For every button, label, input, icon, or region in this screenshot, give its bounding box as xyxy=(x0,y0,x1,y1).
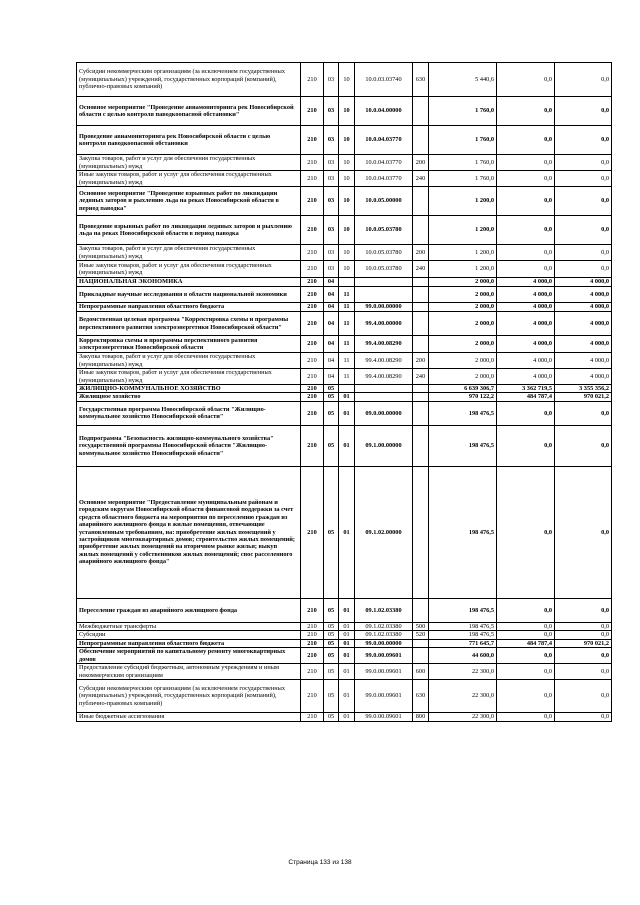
row-amount-year-2: 0,0 xyxy=(497,261,555,278)
row-name: Закупка товаров, работ и услуг для обеспечения государственных (муниципальных) нужд xyxy=(77,353,301,369)
row-amount-year-2: 4 000,0 xyxy=(497,369,555,385)
row-amount-year-3: 4 000,0 xyxy=(555,336,612,353)
row-subsection: 01 xyxy=(339,598,355,622)
row-subsection: 01 xyxy=(339,664,355,680)
row-grbs: 210 xyxy=(301,303,324,312)
row-expense-type: 800 xyxy=(413,713,429,722)
table-row xyxy=(77,648,612,664)
row-section: 05 xyxy=(324,648,339,664)
row-amount-year-1: 198 476,5 xyxy=(429,622,497,630)
row-amount-year-2: 0,0 xyxy=(497,187,555,216)
row-expense-type xyxy=(413,336,429,353)
row-amount-year-3: 4 000,0 xyxy=(555,303,612,312)
row-target-article: 09.0.00.00000 xyxy=(355,401,413,425)
row-amount-year-2: 0,0 xyxy=(497,245,555,261)
row-section: 05 xyxy=(324,401,339,425)
row-expense-type xyxy=(413,287,429,303)
row-subsection: 01 xyxy=(339,680,355,713)
row-amount-year-1: 6 639 306,7 xyxy=(429,385,497,393)
row-target-article xyxy=(355,278,413,287)
row-section: 03 xyxy=(324,97,339,126)
row-amount-year-1: 22 300,0 xyxy=(429,680,497,713)
row-amount-year-1: 2 000,0 xyxy=(429,369,497,385)
table-row xyxy=(77,63,612,97)
table-row xyxy=(77,171,612,187)
row-amount-year-2: 0,0 xyxy=(497,680,555,713)
row-name: НАЦИОНАЛЬНАЯ ЭКОНОМИКА xyxy=(77,278,301,287)
table-row xyxy=(77,369,612,385)
row-amount-year-1: 198 476,5 xyxy=(429,466,497,598)
row-amount-year-2: 0,0 xyxy=(497,97,555,126)
row-target-article: 10.0.05.00000 xyxy=(355,187,413,216)
row-amount-year-3: 4 000,0 xyxy=(555,287,612,303)
row-section: 03 xyxy=(324,155,339,171)
row-amount-year-3: 4 000,0 xyxy=(555,312,612,336)
row-expense-type xyxy=(413,393,429,401)
row-section: 03 xyxy=(324,216,339,245)
row-section: 03 xyxy=(324,245,339,261)
row-section: 05 xyxy=(324,631,339,639)
row-name: Основное мероприятие "Проведение авиамониторинга рек Новосибирской области с целью контроля паводкоопасной обстановки" xyxy=(77,97,301,126)
row-amount-year-2: 3 362 719,5 xyxy=(497,385,555,393)
row-expense-type xyxy=(413,598,429,622)
row-amount-year-1: 198 476,5 xyxy=(429,598,497,622)
row-target-article: 10.0.03.03740 xyxy=(355,63,413,97)
row-amount-year-2: 0,0 xyxy=(497,401,555,425)
row-subsection: 11 xyxy=(339,287,355,303)
row-amount-year-1: 1 760,0 xyxy=(429,171,497,187)
row-section: 04 xyxy=(324,336,339,353)
row-grbs: 210 xyxy=(301,393,324,401)
row-grbs: 210 xyxy=(301,385,324,393)
table-row xyxy=(77,353,612,369)
row-expense-type xyxy=(413,425,429,466)
row-amount-year-3: 0,0 xyxy=(555,622,612,630)
page-footer: Страница 133 из 138 xyxy=(288,859,352,866)
row-amount-year-2: 4 000,0 xyxy=(497,287,555,303)
row-name: ЖИЛИЩНО-КОММУНАЛЬНОЕ ХОЗЯЙСТВО xyxy=(77,385,301,393)
row-expense-type: 630 xyxy=(413,680,429,713)
table-row xyxy=(77,303,612,312)
table-row xyxy=(77,155,612,171)
row-section: 04 xyxy=(324,287,339,303)
row-name: Обеспечение мероприятий по капитальному ремонту многоквартирных домов xyxy=(77,648,301,664)
row-grbs: 210 xyxy=(301,278,324,287)
row-section: 04 xyxy=(324,353,339,369)
row-name: Субсидии xyxy=(77,631,301,639)
row-name: Закупка товаров, работ и услуг для обеспечения государственных (муниципальных) нужд xyxy=(77,245,301,261)
row-expense-type: 240 xyxy=(413,369,429,385)
row-grbs: 210 xyxy=(301,187,324,216)
row-amount-year-1: 5 440,6 xyxy=(429,63,497,97)
row-grbs: 210 xyxy=(301,664,324,680)
row-amount-year-1: 198 476,5 xyxy=(429,401,497,425)
row-expense-type xyxy=(413,385,429,393)
row-section: 05 xyxy=(324,664,339,680)
row-amount-year-3: 0,0 xyxy=(555,97,612,126)
table-row xyxy=(77,97,612,126)
row-grbs: 210 xyxy=(301,631,324,639)
row-amount-year-1: 2 000,0 xyxy=(429,287,497,303)
row-grbs: 210 xyxy=(301,598,324,622)
row-grbs: 210 xyxy=(301,216,324,245)
row-grbs: 210 xyxy=(301,126,324,155)
row-subsection: 01 xyxy=(339,401,355,425)
row-section: 03 xyxy=(324,261,339,278)
row-amount-year-1: 1 760,0 xyxy=(429,155,497,171)
row-amount-year-3: 970 021,2 xyxy=(555,639,612,647)
row-amount-year-2: 4 000,0 xyxy=(497,353,555,369)
row-grbs: 210 xyxy=(301,369,324,385)
row-target-article: 10.0.05.03780 xyxy=(355,261,413,278)
row-subsection: 11 xyxy=(339,312,355,336)
table-row xyxy=(77,680,612,713)
row-grbs: 210 xyxy=(301,401,324,425)
row-amount-year-2: 0,0 xyxy=(497,664,555,680)
row-amount-year-1: 198 476,5 xyxy=(429,425,497,466)
table-row xyxy=(77,466,612,598)
row-grbs: 210 xyxy=(301,713,324,722)
row-grbs: 210 xyxy=(301,245,324,261)
row-amount-year-3: 970 021,2 xyxy=(555,393,612,401)
row-amount-year-3: 4 000,0 xyxy=(555,369,612,385)
row-target-article xyxy=(355,385,413,393)
row-target-article: 09.1.00.00000 xyxy=(355,425,413,466)
row-section: 03 xyxy=(324,171,339,187)
row-amount-year-1: 1 760,0 xyxy=(429,97,497,126)
row-target-article: 09.1.02.03380 xyxy=(355,622,413,630)
row-grbs: 210 xyxy=(301,287,324,303)
row-amount-year-3: 0,0 xyxy=(555,648,612,664)
row-subsection: 01 xyxy=(339,466,355,598)
row-amount-year-2: 0,0 xyxy=(497,622,555,630)
row-expense-type xyxy=(413,401,429,425)
row-grbs: 210 xyxy=(301,648,324,664)
table-row xyxy=(77,631,612,639)
row-amount-year-3: 0,0 xyxy=(555,425,612,466)
row-expense-type: 240 xyxy=(413,171,429,187)
row-name: Межбюджетные трансферты xyxy=(77,622,301,630)
row-grbs: 210 xyxy=(301,155,324,171)
row-grbs: 210 xyxy=(301,261,324,278)
row-target-article: 10.0.05.03780 xyxy=(355,216,413,245)
row-grbs: 210 xyxy=(301,97,324,126)
row-subsection: 01 xyxy=(339,622,355,630)
row-section: 03 xyxy=(324,63,339,97)
row-amount-year-1: 2 000,0 xyxy=(429,312,497,336)
row-expense-type xyxy=(413,648,429,664)
row-section: 04 xyxy=(324,369,339,385)
row-amount-year-2: 0,0 xyxy=(497,155,555,171)
table-row xyxy=(77,126,612,155)
row-target-article: 99.0.00.09601 xyxy=(355,713,413,722)
table-row xyxy=(77,187,612,216)
row-name: Основное мероприятие "Проведение взрывных работ по ликвидации ледяных заторов и рыхлению льда на реках Новосибирской области в период паводка" xyxy=(77,187,301,216)
row-name: Ведомственная целевая программа "Корректировка схемы и программы перспективного развития электроэнергетики Новосибирской области" xyxy=(77,312,301,336)
row-amount-year-1: 22 300,0 xyxy=(429,713,497,722)
row-amount-year-2: 4 000,0 xyxy=(497,278,555,287)
row-amount-year-3: 0,0 xyxy=(555,664,612,680)
row-amount-year-3: 0,0 xyxy=(555,126,612,155)
row-amount-year-1: 1 760,0 xyxy=(429,126,497,155)
row-grbs: 210 xyxy=(301,336,324,353)
row-target-article: 99.4.00.08290 xyxy=(355,369,413,385)
row-target-article: 10.0.04.03770 xyxy=(355,155,413,171)
row-section: 05 xyxy=(324,713,339,722)
row-amount-year-2: 0,0 xyxy=(497,126,555,155)
row-amount-year-1: 22 300,0 xyxy=(429,664,497,680)
row-grbs: 210 xyxy=(301,63,324,97)
row-amount-year-3: 0,0 xyxy=(555,401,612,425)
row-amount-year-3: 0,0 xyxy=(555,680,612,713)
row-name: Иные закупки товаров, работ и услуг для обеспечения государственных (муниципальных) нужд xyxy=(77,369,301,385)
row-expense-type xyxy=(413,97,429,126)
row-target-article: 99.0.00.09601 xyxy=(355,680,413,713)
row-amount-year-3: 0,0 xyxy=(555,598,612,622)
row-subsection: 01 xyxy=(339,631,355,639)
table-row xyxy=(77,622,612,630)
row-section: 05 xyxy=(324,425,339,466)
table-row xyxy=(77,425,612,466)
row-subsection: 10 xyxy=(339,126,355,155)
row-name: Государственная программа Новосибирской области "Жилищно-коммунальное хозяйство Новосибирской области" xyxy=(77,401,301,425)
row-amount-year-1: 44 600,0 xyxy=(429,648,497,664)
row-target-article: 99.0.00.09601 xyxy=(355,664,413,680)
row-subsection: 10 xyxy=(339,216,355,245)
row-subsection: 10 xyxy=(339,187,355,216)
row-expense-type: 200 xyxy=(413,155,429,171)
row-amount-year-2: 4 000,0 xyxy=(497,312,555,336)
row-subsection: 10 xyxy=(339,97,355,126)
row-target-article: 99.0.00.00000 xyxy=(355,639,413,647)
row-subsection: 10 xyxy=(339,155,355,171)
table-row xyxy=(77,713,612,722)
row-grbs: 210 xyxy=(301,680,324,713)
row-name: Предоставление субсидий бюджетным, автономным учреждениям и иным некоммерческим организациям xyxy=(77,664,301,680)
row-amount-year-1: 970 122,2 xyxy=(429,393,497,401)
row-target-article: 09.1.02.00000 xyxy=(355,466,413,598)
row-amount-year-3: 4 000,0 xyxy=(555,353,612,369)
row-amount-year-2: 0,0 xyxy=(497,648,555,664)
row-expense-type: 200 xyxy=(413,353,429,369)
row-amount-year-1: 2 000,0 xyxy=(429,336,497,353)
row-target-article: 99.4.00.08290 xyxy=(355,336,413,353)
row-expense-type: 200 xyxy=(413,245,429,261)
row-name: Иные закупки товаров, работ и услуг для обеспечения государственных (муниципальных) нужд xyxy=(77,261,301,278)
row-grbs: 210 xyxy=(301,312,324,336)
row-amount-year-3: 0,0 xyxy=(555,713,612,722)
row-grbs: 210 xyxy=(301,171,324,187)
row-amount-year-1: 1 200,0 xyxy=(429,187,497,216)
row-subsection xyxy=(339,278,355,287)
row-amount-year-3: 0,0 xyxy=(555,631,612,639)
row-name: Непрограммные направления областного бюджета xyxy=(77,639,301,647)
row-subsection xyxy=(339,385,355,393)
row-subsection: 11 xyxy=(339,353,355,369)
row-grbs: 210 xyxy=(301,466,324,598)
row-name: Подпрограмма "Безопасность жилищно-коммунального хозяйства" государственной программы Новосибирской области "Жилищно-коммунальное хозяйство Новосибирской области" xyxy=(77,425,301,466)
row-expense-type xyxy=(413,216,429,245)
row-name: Иные закупки товаров, работ и услуг для обеспечения государственных (муниципальных) нужд xyxy=(77,171,301,187)
table-row xyxy=(77,664,612,680)
row-target-article: 99.0.00.00000 xyxy=(355,303,413,312)
table-row xyxy=(77,401,612,425)
row-subsection: 10 xyxy=(339,63,355,97)
row-section: 04 xyxy=(324,278,339,287)
budget-page xyxy=(76,62,611,722)
row-name: Закупка товаров, работ и услуг для обеспечения государственных (муниципальных) нужд xyxy=(77,155,301,171)
row-grbs: 210 xyxy=(301,622,324,630)
row-amount-year-3: 0,0 xyxy=(555,466,612,598)
row-amount-year-2: 4 000,0 xyxy=(497,303,555,312)
row-grbs: 210 xyxy=(301,639,324,647)
row-target-article: 09.1.02.03380 xyxy=(355,631,413,639)
row-amount-year-3: 0,0 xyxy=(555,261,612,278)
row-expense-type xyxy=(413,312,429,336)
table-row xyxy=(77,312,612,336)
row-amount-year-1: 198 476,5 xyxy=(429,631,497,639)
row-section: 05 xyxy=(324,680,339,713)
row-amount-year-2: 0,0 xyxy=(497,466,555,598)
row-expense-type xyxy=(413,126,429,155)
row-expense-type xyxy=(413,278,429,287)
row-subsection: 11 xyxy=(339,336,355,353)
row-name: Корректировка схемы и программы перспективного развития электроэнергетики Новосибирской области xyxy=(77,336,301,353)
table-row xyxy=(77,245,612,261)
row-section: 05 xyxy=(324,466,339,598)
row-amount-year-2: 0,0 xyxy=(497,171,555,187)
row-target-article: 10.0.04.03770 xyxy=(355,171,413,187)
row-name: Проведение взрывных работ по ликвидации ледяных заторов и рыхлению льда на реках Новосибирской области в период паводка xyxy=(77,216,301,245)
row-target-article: 10.0.05.03780 xyxy=(355,245,413,261)
row-amount-year-2: 0,0 xyxy=(497,425,555,466)
row-expense-type xyxy=(413,639,429,647)
row-amount-year-1: 2 000,0 xyxy=(429,303,497,312)
row-target-article: 10.0.04.03770 xyxy=(355,126,413,155)
row-name: Жилищное хозяйство xyxy=(77,393,301,401)
row-section: 05 xyxy=(324,385,339,393)
row-subsection: 01 xyxy=(339,648,355,664)
row-subsection: 01 xyxy=(339,425,355,466)
row-amount-year-2: 0,0 xyxy=(497,631,555,639)
row-expense-type: 600 xyxy=(413,664,429,680)
row-expense-type: 240 xyxy=(413,261,429,278)
row-amount-year-3: 0,0 xyxy=(555,171,612,187)
row-subsection: 10 xyxy=(339,245,355,261)
row-amount-year-2: 484 787,4 xyxy=(497,393,555,401)
table-row xyxy=(77,385,612,393)
row-amount-year-2: 0,0 xyxy=(497,598,555,622)
table-row xyxy=(77,598,612,622)
row-name: Основное мероприятие "Предоставление муниципальным районам и городским округам Новосибирской области финансовой поддержки за счет средств областного бюджета на мероприятия по переселению граждан из аварийного жилищного фонда в жилые помещения, отвечающие установленным требованиям, на: приобретение жилых помещений у застройщиков многоквартирных домов; строительство жилых помещений; приобретение жилых помещений на вторичном рынке жилья; выкуп жилых помещений у собственников жилых помещений; снос расселенного аварийного жилищного фонда" xyxy=(77,466,301,598)
row-grbs: 210 xyxy=(301,353,324,369)
row-subsection: 01 xyxy=(339,393,355,401)
row-section: 03 xyxy=(324,126,339,155)
row-expense-type xyxy=(413,303,429,312)
row-amount-year-1: 1 200,0 xyxy=(429,261,497,278)
row-subsection: 10 xyxy=(339,171,355,187)
row-expense-type xyxy=(413,466,429,598)
row-amount-year-3: 0,0 xyxy=(555,245,612,261)
row-section: 04 xyxy=(324,303,339,312)
row-expense-type xyxy=(413,187,429,216)
row-section: 05 xyxy=(324,393,339,401)
row-amount-year-3: 0,0 xyxy=(555,155,612,171)
row-grbs: 210 xyxy=(301,425,324,466)
row-subsection: 11 xyxy=(339,369,355,385)
row-amount-year-2: 484 787,4 xyxy=(497,639,555,647)
row-amount-year-2: 0,0 xyxy=(497,216,555,245)
table-row xyxy=(77,336,612,353)
row-amount-year-2: 0,0 xyxy=(497,63,555,97)
row-section: 05 xyxy=(324,639,339,647)
row-amount-year-1: 1 200,0 xyxy=(429,245,497,261)
row-amount-year-1: 1 200,0 xyxy=(429,216,497,245)
row-section: 05 xyxy=(324,622,339,630)
row-subsection: 10 xyxy=(339,261,355,278)
table-row xyxy=(77,261,612,278)
row-target-article xyxy=(355,287,413,303)
row-section: 04 xyxy=(324,312,339,336)
row-name: Субсидии некоммерческим организациям (за исключением государственных (муниципальных) учреждений, государственных корпораций (компаний), публично-правовых компаний) xyxy=(77,63,301,97)
row-amount-year-3: 0,0 xyxy=(555,187,612,216)
row-amount-year-3: 0,0 xyxy=(555,216,612,245)
row-target-article xyxy=(355,393,413,401)
row-amount-year-3: 3 355 356,2 xyxy=(555,385,612,393)
table-row xyxy=(77,287,612,303)
row-target-article: 99.4.00.00000 xyxy=(355,312,413,336)
row-amount-year-1: 771 645,7 xyxy=(429,639,497,647)
row-target-article: 10.0.04.00000 xyxy=(355,97,413,126)
row-section: 03 xyxy=(324,187,339,216)
table-row xyxy=(77,278,612,287)
row-amount-year-1: 2 000,0 xyxy=(429,278,497,287)
row-amount-year-1: 2 000,0 xyxy=(429,353,497,369)
row-name: Иные бюджетные ассигнования xyxy=(77,713,301,722)
row-name: Переселение граждан из аварийного жилищного фонда xyxy=(77,598,301,622)
table-row xyxy=(77,393,612,401)
row-expense-type: 500 xyxy=(413,622,429,630)
row-target-article: 99.4.00.08290 xyxy=(355,353,413,369)
table-row xyxy=(77,216,612,245)
table-row xyxy=(77,639,612,647)
row-expense-type: 520 xyxy=(413,631,429,639)
budget-table-body xyxy=(77,63,612,722)
row-section: 05 xyxy=(324,598,339,622)
row-target-article: 09.1.02.03380 xyxy=(355,598,413,622)
row-name: Проведение авиамониторинга рек Новосибирской области с целью контроля паводкоопасной обстановки xyxy=(77,126,301,155)
budget-table xyxy=(76,62,612,722)
row-subsection: 11 xyxy=(339,303,355,312)
row-amount-year-2: 0,0 xyxy=(497,713,555,722)
row-amount-year-2: 4 000,0 xyxy=(497,336,555,353)
row-expense-type: 630 xyxy=(413,63,429,97)
row-amount-year-3: 4 000,0 xyxy=(555,278,612,287)
row-target-article: 99.0.00.09601 xyxy=(355,648,413,664)
row-name: Непрограммные направления областного бюджета xyxy=(77,303,301,312)
row-amount-year-3: 0,0 xyxy=(555,63,612,97)
row-subsection: 01 xyxy=(339,639,355,647)
row-subsection: 01 xyxy=(339,713,355,722)
row-name: Прикладные научные исследования в области национальной экономики xyxy=(77,287,301,303)
row-name: Субсидии некоммерческим организациям (за исключением государственных (муниципальных) учреждений, государственных корпораций (компаний), публично-правовых компаний) xyxy=(77,680,301,713)
